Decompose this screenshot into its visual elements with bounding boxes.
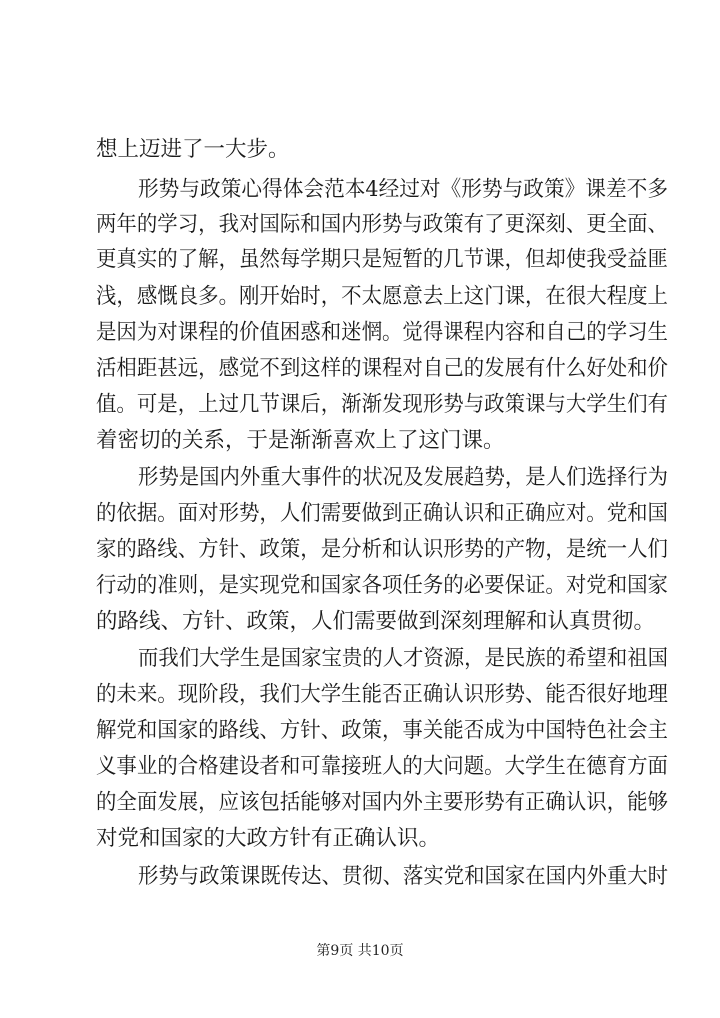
- text-line-content: 浅，感慨良多。刚开始时，不太愿意去上这门课，在很大程度上: [96, 284, 668, 309]
- text-line-content: 解党和国家的路线、方针、政策，事关能否成为中国特色社会主: [96, 718, 668, 743]
- text-line-content: 家的路线、方针、政策，是分析和认识形势的产物，是统一人们: [96, 537, 668, 562]
- text-line-content: 两年的学习，我对国际和国内形势与政策有了更深刻、更全面、: [96, 212, 668, 237]
- text-line-content: 着密切的关系，于是渐渐喜欢上了这门课。: [96, 428, 505, 453]
- text-line-content: 是因为对课程的价值困惑和迷惘。觉得课程内容和自己的学习生: [96, 320, 668, 345]
- text-line-content: 而我们大学生是国家宝贵的人才资源，是民族的希望和祖国: [138, 646, 668, 671]
- text-line-content: 的路线、方针、政策，人们需要做到深刻理解和认真贯彻。: [96, 609, 656, 634]
- text-line-content: 活相距甚远，感觉不到这样的课程对自己的发展有什么好处和价: [96, 356, 668, 381]
- text-line-content: 义事业的合格建设者和可靠接班人的大问题。大学生在德育方面: [96, 754, 668, 779]
- text-line-content: 的未来。现阶段，我们大学生能否正确认识形势、能否很好地理: [96, 682, 668, 707]
- paragraph-start-line: [0, 857, 720, 897]
- text-line: [0, 602, 720, 642]
- text-line-content: 形势与政策课既传达、贯彻、落实党和国家在国内外重大时: [138, 864, 668, 889]
- text-line: [0, 711, 720, 751]
- text-line: [0, 421, 720, 461]
- text-line: [0, 205, 720, 245]
- text-line: [0, 566, 720, 606]
- text-line-content: 值。可是，上过几节课后，渐渐发现形势与政策课与大学生们有: [96, 392, 668, 417]
- text-line: [0, 819, 720, 859]
- text-line: [0, 494, 720, 534]
- text-line: [0, 783, 720, 823]
- text-line: [0, 385, 720, 425]
- text-line: [0, 530, 720, 570]
- text-line: [0, 130, 720, 170]
- text-line: [0, 277, 720, 317]
- text-line-content: 形势是国内外重大事件的状况及发展趋势，是人们选择行为: [138, 465, 668, 490]
- text-line-content: 更真实的了解，虽然每学期只是短暂的几节课，但却使我受益匪: [96, 247, 668, 272]
- text-line-content: 的依据。面对形势，人们需要做到正确认识和正确应对。党和国: [96, 501, 668, 526]
- text-line: [0, 747, 720, 787]
- text-line: [0, 313, 720, 353]
- paragraph-start-line: [0, 170, 720, 210]
- text-line-content: 的全面发展，应该包括能够对国内外主要形势有正确认识，能够: [96, 790, 668, 815]
- text-line-content: 对党和国家的大政方针有正确认识。: [96, 826, 441, 851]
- page-number-footer: 第9页 共10页: [316, 943, 404, 959]
- text-line-content: 形势与政策心得体会范本4经过对《形势与政策》课差不多: [138, 177, 668, 202]
- paragraph-start-line: [0, 639, 720, 679]
- text-line-content: 行动的准则，是实现党和国家各项任务的必要保证。对党和国家: [96, 573, 668, 598]
- text-line: [0, 349, 720, 389]
- text-line: [0, 675, 720, 715]
- text-line-content: 想上迈进了一大步。: [96, 137, 290, 162]
- text-line: [0, 240, 720, 280]
- paragraph-start-line: [0, 458, 720, 498]
